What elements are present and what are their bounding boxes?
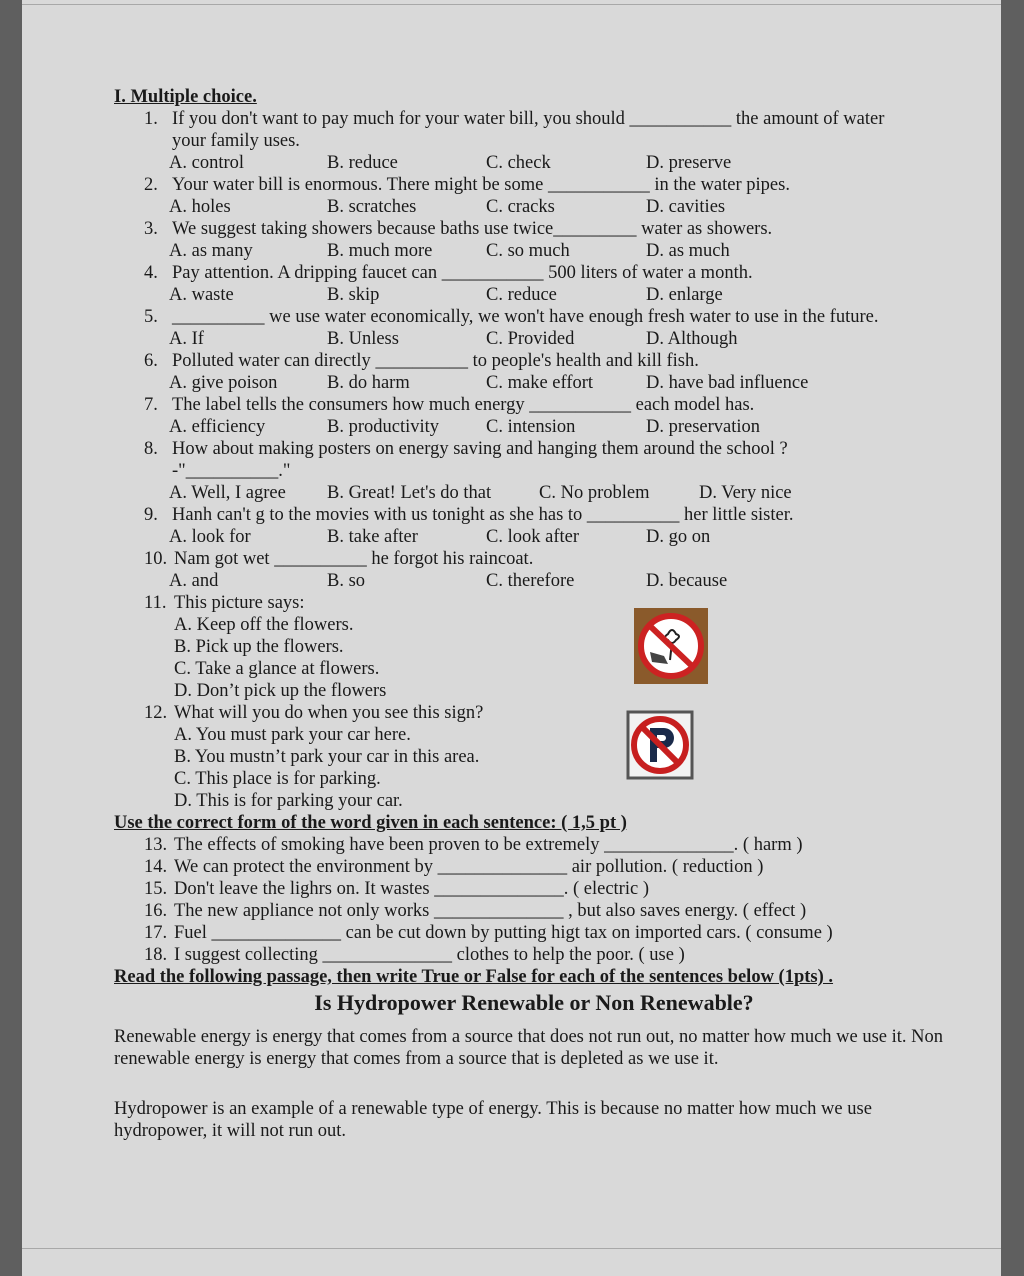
question-11-options: A. Keep off the flowers. B. Pick up the flowers. C. Take a glance at flowers. D. Don’t pick up the flowers	[114, 614, 954, 702]
section-heading-multiple-choice: I. Multiple choice.	[114, 87, 257, 107]
question-9: 9. Hanh can't g to the movies with us tonight as she has to __________ her little sister.	[144, 505, 794, 525]
question-14: 14. We can protect the environment by ______________ air pollution. ( reduction )	[144, 857, 764, 877]
question-6: 6. Polluted water can directly __________ to people's health and kill fish.	[144, 351, 699, 371]
section-heading-word-form: Use the correct form of the word given in each sentence: ( 1,5 pt )	[114, 813, 627, 833]
question-18: 18. I suggest collecting ______________ clothes to help the poor. ( use )	[144, 945, 685, 965]
question-5-options: A. If B. Unless C. Provided D. Although	[169, 329, 738, 349]
passage-paragraph-2: Hydropower is an example of a renewable type of energy. This is because no matter how much we use hydropower, it will not run out.	[114, 1099, 872, 1141]
question-7-options: A. efficiency B. productivity C. intension D. preservation	[169, 417, 761, 437]
question-1-options: A. control B. reduce C. check D. preserve	[169, 153, 732, 173]
question-11: 11. This picture says:	[144, 593, 305, 613]
question-3: 3. We suggest taking showers because baths use twice_________ water as showers.	[144, 219, 773, 239]
question-10: 10. Nam got wet __________ he forgot his raincoat.	[144, 549, 534, 569]
question-1: 1. If you don't want to pay much for your water bill, you should ___________ the amount of water	[144, 109, 885, 129]
question-2-options: A. holes B. scratches C. cracks D. cavities	[169, 197, 726, 217]
no-picking-flowers-sign-icon	[634, 608, 708, 684]
document-page	[22, 0, 1001, 1276]
exercise-content: I. Multiple choice. 1. If you don't want to pay much for your water bill, you should ___________ the amount of water your family uses. A. control B. reduce C. check D. preserve 2. Your water bill is enormous. There might be some ___________ in the water pipes. A. holes B. scratches C. cracks D. cavities 3. We suggest taking showers because baths use twice_________ water as showers. A. as many B. much more C. so much D. as much 4. Pay attention. A dripping faucet can ___________ 500 liters of water a month. A. waste B. skip C. reduce D. enlarge 5. __________ we use water economically, we won't have enough fresh water to use in the future. A. If B. Unless C. Provided D. Although 6. Polluted water can directly __________ to people's health and kill fish. A. give poison B. do harm C. make effort D. have bad influence 7. The label tells the consumers how much energy ___________ each model has. A. efficiency B. productivity C. intension D. preservation 8. How about making posters on energy saving and hanging them around the school ? -"__________." A. Well, I agree B. Great! Let's do that C. No problem D. Very nice 9. Hanh can't g to the movies with us tonight as she has to __________ her little sister. A. look for B. take after C. look after D. go on 10. Nam got wet __________ he forgot his raincoat. A. and B. so C. therefore D. because 11. This picture says: A. Keep off the flowers. B. Pick up the flowers. C. Take a glance at flowers. D. Don’t pick up the flowers 12. What will you do when you see this sign? A. You must park your car here. B. You mustn’t park your car in this area. C. This place is for parking. D. This is for parking your car. Use the correct form of the word given in each sentence: ( 1,5 pt ) 13. The effects of smoking have been proven to be extremely ______________. ( harm ) 14. We can protect the environment by ______________ air pollution. ( reduction ) 15. Don't leave the lighrs on. It wastes ______________. ( electric ) 16. The new appliance not only works ______________ , but also saves energy. ( effect ) 17. Fuel ______________ can be cut down by putting higt tax on imported cars. ( consume ) 18. I suggest collecting ______________ clothes to help the poor. ( use ) Read the following passage, then write True or False for each of the sentences below (1pts) . Is Hydropower Renewable or Non Renewable? Renewable energy is energy that comes from a source that does not run out, no matter how much we use it. Non renewable energy is energy that comes from a source that is depleted as we use it. Hydropower is an example of a renewable type of energy. This is because no matter how much we use hydropower, it will not run out.	[114, 86, 954, 1142]
question-6-options: A. give poison B. do harm C. make effort D. have bad influence	[169, 373, 809, 393]
question-3-options: A. as many B. much more C. so much D. as much	[169, 241, 730, 261]
passage-paragraph-1: Renewable energy is energy that comes from a source that does not run out, no matter how much we use it. Non renewable energy is energy that comes from a source that is depleted as we use it.	[114, 1027, 944, 1069]
question-4-options: A. waste B. skip C. reduce D. enlarge	[169, 285, 723, 305]
no-parking-sign-icon	[626, 710, 694, 780]
question-12-options: A. You must park your car here. B. You mustn’t park your car in this area. C. This place is for parking. D. This is for parking your car.	[114, 724, 954, 812]
page-bottom-rule	[22, 1248, 1001, 1249]
page-top-rule	[22, 4, 1001, 5]
question-16: 16. The new appliance not only works ______________ , but also saves energy. ( effect )	[144, 901, 807, 921]
question-8-options: A. Well, I agree B. Great! Let's do that C. No problem D. Very nice	[169, 483, 792, 503]
question-8: 8. How about making posters on energy saving and hanging them around the school ?	[144, 439, 788, 459]
question-13: 13. The effects of smoking have been proven to be extremely ______________. ( harm )	[144, 835, 803, 855]
question-2: 2. Your water bill is enormous. There might be some ___________ in the water pipes.	[144, 175, 790, 195]
question-17: 17. Fuel ______________ can be cut down by putting higt tax on imported cars. ( consume )	[144, 923, 833, 943]
question-10-options: A. and B. so C. therefore D. because	[169, 571, 728, 591]
question-7: 7. The label tells the consumers how much energy ___________ each model has.	[144, 395, 755, 415]
section-heading-reading: Read the following passage, then write True or False for each of the sentences below (1pts) .	[114, 967, 834, 987]
question-9-options: A. look for B. take after C. look after D. go on	[169, 527, 711, 547]
question-15: 15. Don't leave the lighrs on. It wastes ______________. ( electric )	[144, 879, 649, 899]
question-5: 5. __________ we use water economically, we won't have enough fresh water to use in the future.	[144, 307, 879, 327]
passage-title: Is Hydropower Renewable or Non Renewable?	[314, 990, 754, 1015]
question-4: 4. Pay attention. A dripping faucet can ___________ 500 liters of water a month.	[144, 263, 753, 283]
question-12: 12. What will you do when you see this sign?	[144, 703, 484, 723]
